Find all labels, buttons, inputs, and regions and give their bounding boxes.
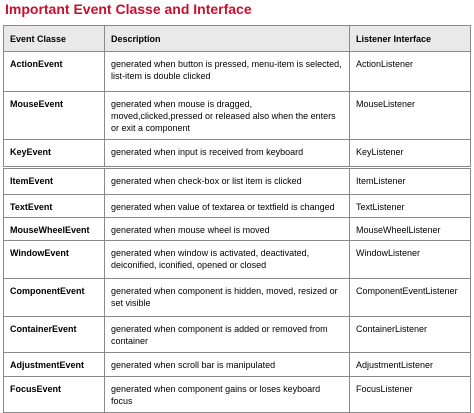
event-class-cell: ComponentEvent: [4, 279, 105, 317]
listener-cell: ItemListener: [350, 168, 471, 195]
event-class-cell: WindowEvent: [4, 241, 105, 279]
listener-cell: ContainerListener: [350, 317, 471, 353]
page-title: Important Event Classe and Interface: [5, 1, 252, 17]
column-header-listener: Listener Interface: [350, 26, 471, 52]
table-row: [4, 168, 471, 195]
table-row: [4, 377, 471, 413]
listener-cell: FocusListener: [350, 377, 471, 413]
table-row: [4, 317, 471, 353]
description-cell: generated when input is received from keyboard: [105, 140, 350, 168]
event-class-cell: ActionEvent: [4, 52, 105, 92]
event-class-cell: ContainerEvent: [4, 317, 105, 353]
description-cell: generated when button is pressed, menu-item is selected, list-item is double clicked: [105, 52, 350, 92]
listener-cell: AdjustmentListener: [350, 353, 471, 377]
table-row: [4, 195, 471, 218]
table-row: [4, 218, 471, 241]
table-row: [4, 241, 471, 279]
table-header-row: [4, 26, 471, 52]
description-cell: generated when check-box or list item is clicked: [105, 168, 350, 195]
event-class-cell: MouseWheelEvent: [4, 218, 105, 241]
event-class-table: [3, 25, 471, 413]
listener-cell: WindowListener: [350, 241, 471, 279]
table-row: [4, 140, 471, 168]
description-cell: generated when component gains or loses keyboard focus: [105, 377, 350, 413]
table-row: [4, 279, 471, 317]
event-class-cell: AdjustmentEvent: [4, 353, 105, 377]
description-cell: generated when mouse is dragged, moved,clicked,pressed or released also when the enters or exit a component: [105, 92, 350, 140]
description-cell: generated when value of textarea or textfield is changed: [105, 195, 350, 218]
description-cell: generated when component is hidden, moved, resized or set visible: [105, 279, 350, 317]
column-header-description: Description: [105, 26, 350, 52]
description-cell: generated when component is added or removed from container: [105, 317, 350, 353]
table-row: [4, 353, 471, 377]
column-header-event-class: Event Classe: [4, 26, 105, 52]
description-cell: generated when window is activated, deactivated, deiconified, iconified, opened or closed: [105, 241, 350, 279]
event-class-cell: KeyEvent: [4, 140, 105, 168]
event-class-cell: TextEvent: [4, 195, 105, 218]
event-class-cell: FocusEvent: [4, 377, 105, 413]
listener-cell: TextListener: [350, 195, 471, 218]
listener-cell: KeyListener: [350, 140, 471, 168]
event-class-cell: ItemEvent: [4, 168, 105, 195]
listener-cell: ActionListener: [350, 52, 471, 92]
table-row: [4, 92, 471, 140]
listener-cell: ComponentEventListener: [350, 279, 471, 317]
description-cell: generated when mouse wheel is moved: [105, 218, 350, 241]
table-row: [4, 52, 471, 92]
event-class-cell: MouseEvent: [4, 92, 105, 140]
listener-cell: MouseWheelListener: [350, 218, 471, 241]
description-cell: generated when scroll bar is manipulated: [105, 353, 350, 377]
listener-cell: MouseListener: [350, 92, 471, 140]
